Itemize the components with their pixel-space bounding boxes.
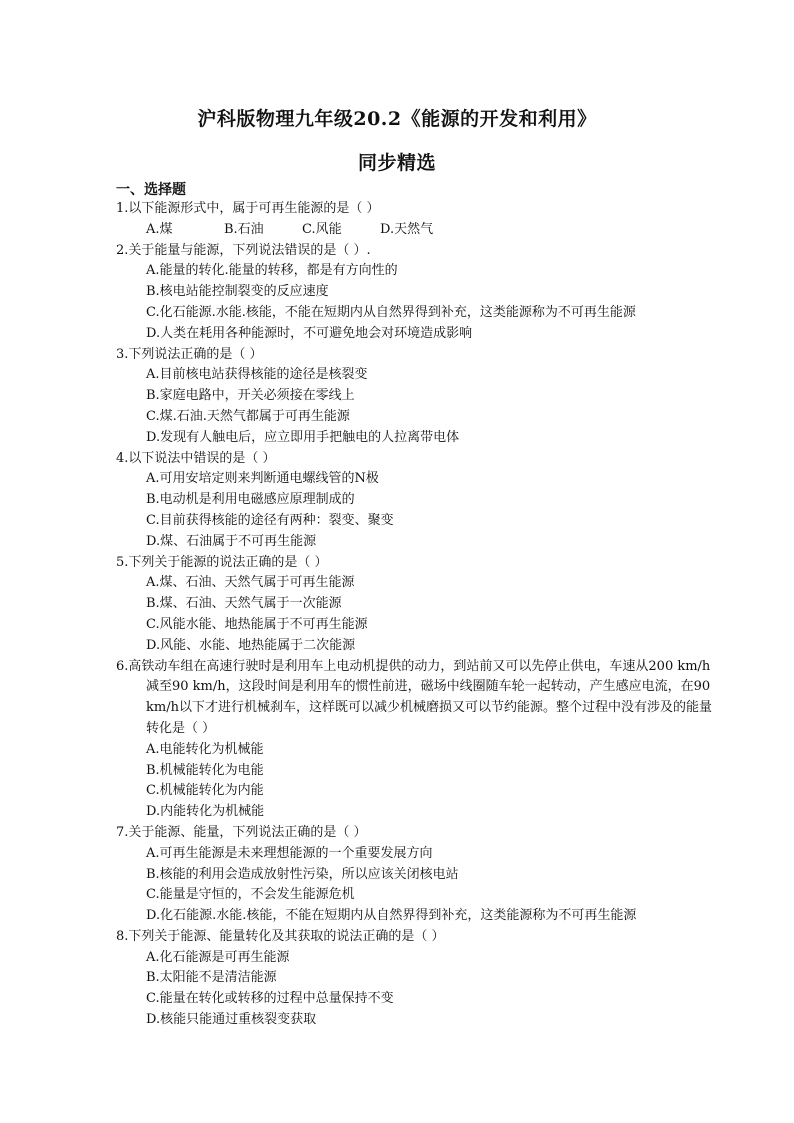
option-b: B.核电站能控制裂变的反应速度 — [146, 284, 329, 300]
option-a: A.煤、石油、天然气属于可再生能源 — [146, 575, 355, 591]
option-b: B.机械能转化为电能 — [146, 762, 264, 778]
question-stem: 4.以下说法中错误的是（ ） — [116, 450, 276, 466]
option-d: D.天然气 — [380, 221, 434, 237]
option-d: D.煤、石油属于不可再生能源 — [146, 533, 317, 549]
option-d: D.核能只能通过重核裂变获取 — [146, 1012, 317, 1028]
question-stem: 6.高铁动车组在高速行驶时是利用车上电动机提供的动力，到站前又可以先停止供电，车速从200 km/h减至90 km/h，这段时间是利用车的惯性前进，磁场中线圈随车轮一起转动，产生感应电流，在90 km/h以下才进行机械刹车，这样既可以减少机械磨损又可以节约能源。整个过程中没有涉及的能量转化是（ ） — [116, 658, 712, 736]
question-stem: 2.关于能量与能源，下列说法错误的是（ ）. — [116, 242, 371, 258]
option-b: B.家庭电路中，开关必须接在零线上 — [146, 388, 355, 404]
document-subtitle: 同步精选 — [357, 152, 436, 174]
option-c: C.能量在转化或转移的过程中总量保持不变 — [146, 991, 394, 1007]
option-a: A.可再生能源是未来理想能源的一个重要发展方向 — [146, 845, 433, 861]
option-b: B.电动机是利用电磁感应原理制成的 — [146, 492, 355, 508]
option-a: A.煤 — [146, 221, 173, 237]
option-list — [116, 948, 716, 1031]
option-a: A.电能转化为机械能 — [146, 741, 264, 757]
question-list — [116, 199, 716, 1031]
option-b: B.煤、石油、天然气属于一次能源 — [146, 596, 342, 612]
option-c: C.化石能源.水能.核能，不能在短期内从自然界得到补充，这类能源称为不可再生能源 — [146, 304, 636, 320]
section-heading: 一、选择题 — [116, 182, 186, 198]
option-list — [116, 220, 716, 241]
question-6 — [116, 657, 716, 823]
option-list — [116, 740, 716, 823]
option-c: C.煤.石油.天然气都属于可再生能源 — [146, 408, 350, 424]
option-d: D.人类在耗用各种能源时，不可避免地会对环境造成影响 — [146, 325, 473, 341]
option-d: D.发现有人触电后，应立即用手把触电的人拉离带电体 — [146, 429, 460, 445]
question-stem: 5.下列关于能源的说法正确的是（ ） — [116, 554, 328, 570]
option-a: A.目前核电站获得核能的途径是核裂变 — [146, 367, 368, 383]
option-d: D.风能、水能、地热能属于二次能源 — [146, 637, 356, 653]
question-2 — [116, 241, 716, 345]
question-1 — [116, 199, 716, 241]
option-list — [116, 261, 716, 344]
option-c: C.风能水能、地热能属于不可再生能源 — [146, 616, 368, 632]
option-d: D.内能转化为机械能 — [146, 804, 265, 820]
question-3 — [116, 345, 716, 449]
question-7 — [116, 823, 716, 927]
option-list — [116, 365, 716, 448]
option-c: C.目前获得核能的途径有两种：裂变、聚变 — [146, 512, 394, 528]
option-c: C.能量是守恒的，不会发生能源危机 — [146, 887, 355, 903]
option-list — [116, 469, 716, 552]
option-c: C.机械能转化为内能 — [146, 783, 264, 799]
question-stem: 8.下列关于能源、能量转化及其获取的说法正确的是（ ） — [116, 928, 445, 944]
option-b: B.核能的利用会造成放射性污染，所以应该关闭核电站 — [146, 866, 459, 882]
option-b: B.太阳能不是清洁能源 — [146, 970, 277, 986]
option-c: C.风能 — [302, 221, 342, 237]
question-stem: 7.关于能源、能量，下列说法正确的是（ ） — [116, 824, 367, 840]
option-b: B.石油 — [224, 221, 264, 237]
option-d: D.化石能源.水能.核能，不能在短期内从自然界得到补充，这类能源称为不可再生能源 — [146, 908, 637, 924]
option-list — [116, 844, 716, 927]
question-stem: 1.以下能源形式中，属于可再生能源的是（ ） — [116, 201, 380, 216]
option-a: A.可用安培定则来判断通电螺线管的N极 — [146, 471, 379, 487]
question-stem: 3.下列说法正确的是（ ） — [116, 346, 263, 362]
option-a: A.化石能源是可再生能源 — [146, 949, 290, 965]
option-list — [116, 573, 716, 656]
option-a: A.能量的转化.能量的转移，都是有方向性的 — [146, 263, 398, 279]
document-title: 沪科版物理九年级20.2《能源的开发和利用》 — [197, 108, 597, 130]
question-5 — [116, 553, 716, 657]
question-8 — [116, 927, 716, 1031]
question-4 — [116, 449, 716, 553]
